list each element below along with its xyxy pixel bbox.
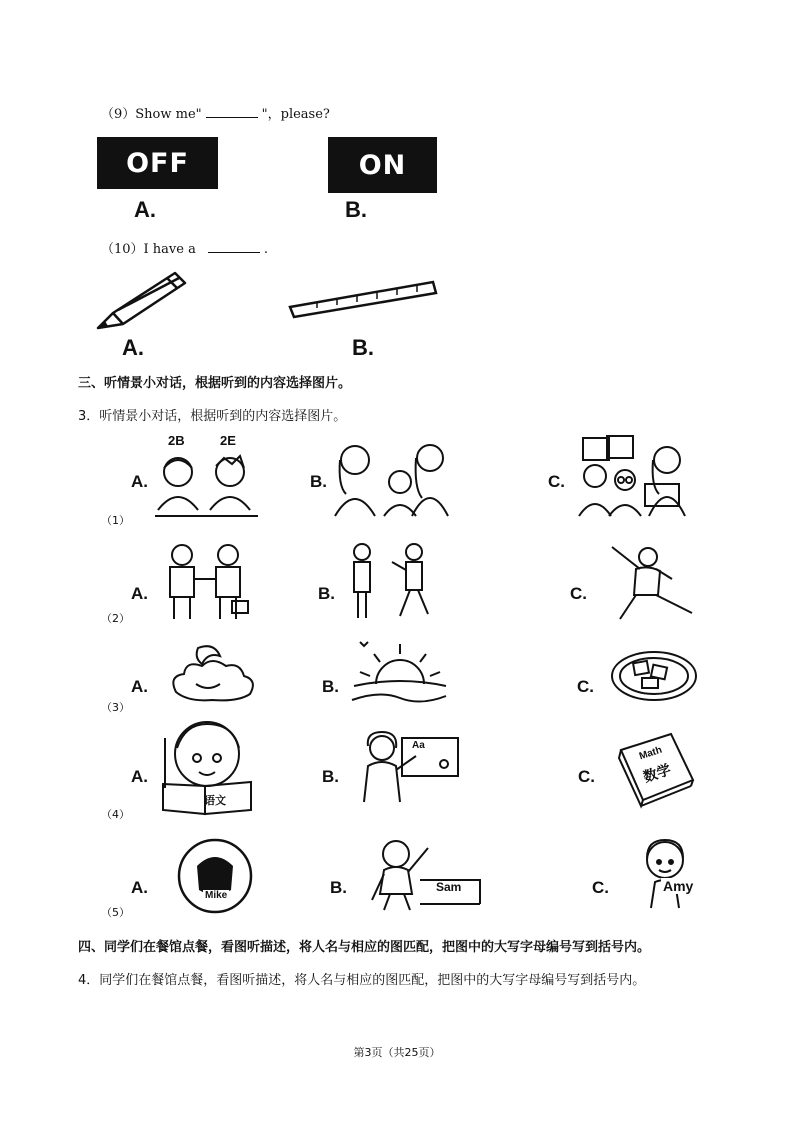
row4-option-c-label[interactable]: C.: [578, 767, 595, 786]
on-switch-image: ON: [328, 137, 437, 193]
row2-option-a-label[interactable]: A.: [131, 584, 148, 603]
class-tag: 2E: [220, 433, 236, 448]
name-tag: Amy: [663, 878, 694, 894]
book-label: 语文: [204, 794, 226, 807]
off-switch-image: OFF: [97, 137, 218, 189]
section-4-instruction: 4．同学们在餐馆点餐，看图听描述，将人名与相应的图匹配，把图中的大写字母编号写到括号内。: [78, 973, 646, 988]
q10-prompt: （10）I have a .: [101, 242, 268, 257]
greeting-people-image: [348, 542, 434, 620]
sam-boy-image: [366, 834, 486, 914]
pencil-icon: [95, 268, 190, 334]
row1-option-a-label[interactable]: A.: [131, 472, 148, 491]
q9-prompt: （9）Show me" "，please?: [101, 107, 330, 122]
option-a-label[interactable]: A.: [134, 197, 156, 222]
ruler-icon: [287, 279, 437, 321]
row5-option-c-label[interactable]: C.: [592, 878, 609, 897]
page-footer: 第3页（共25页）: [353, 1046, 441, 1059]
handshake-image: [160, 543, 252, 623]
row2-option-c-label[interactable]: C.: [570, 584, 587, 603]
board-letters: Aa: [412, 740, 425, 751]
row3-option-a-label[interactable]: A.: [131, 677, 148, 696]
option-b-label[interactable]: B.: [352, 335, 374, 360]
teachers-image: [575, 434, 697, 518]
row1-option-b-label[interactable]: B.: [310, 472, 327, 491]
answer-blank[interactable]: [206, 105, 258, 118]
book-subtitle: 数学: [641, 762, 674, 786]
sunrise-image: [350, 638, 450, 710]
row-number: （5）: [101, 906, 130, 919]
answer-blank[interactable]: [208, 240, 260, 253]
option-b-label[interactable]: B.: [345, 197, 367, 222]
book-title: Math: [637, 744, 664, 763]
option-a-label[interactable]: A.: [122, 335, 144, 360]
row2-option-b-label[interactable]: B.: [318, 584, 335, 603]
two-kids-image: [150, 450, 260, 520]
row4-option-b-label[interactable]: B.: [322, 767, 339, 786]
girls-group-image: [330, 438, 452, 518]
row5-option-b-label[interactable]: B.: [330, 878, 347, 897]
teacher-blackboard-image: [356, 726, 462, 804]
name-tag: Mike: [205, 890, 228, 901]
row4-option-a-label[interactable]: A.: [131, 767, 148, 786]
row-number: （3）: [101, 701, 130, 714]
row-number: （2）: [101, 612, 130, 625]
section-4-heading: 四、同学们在餐馆点餐，看图听描述，将人名与相应的图匹配，把图中的大写字母编号写到括号内。: [78, 940, 651, 955]
row3-option-b-label[interactable]: B.: [322, 677, 339, 696]
section-3-instruction: 3．听情景小对话，根据听到的内容选择图片。: [78, 409, 347, 424]
row1-option-c-label[interactable]: C.: [548, 472, 565, 491]
class-tag: 2B: [168, 433, 185, 448]
row-number: （4）: [101, 808, 130, 821]
row-number: （1）: [101, 514, 130, 527]
row3-option-c-label[interactable]: C.: [577, 677, 594, 696]
name-sign: Sam: [436, 880, 462, 894]
row5-option-a-label[interactable]: A.: [131, 878, 148, 897]
amy-girl-image: [635, 836, 699, 912]
cake-plate-image: [608, 648, 700, 704]
section-3-heading: 三、听情景小对话，根据听到的内容选择图片。: [78, 376, 352, 391]
mike-avatar-image: [175, 836, 255, 916]
moon-cloud-image: [168, 640, 258, 704]
tai-chi-image: [600, 541, 700, 623]
